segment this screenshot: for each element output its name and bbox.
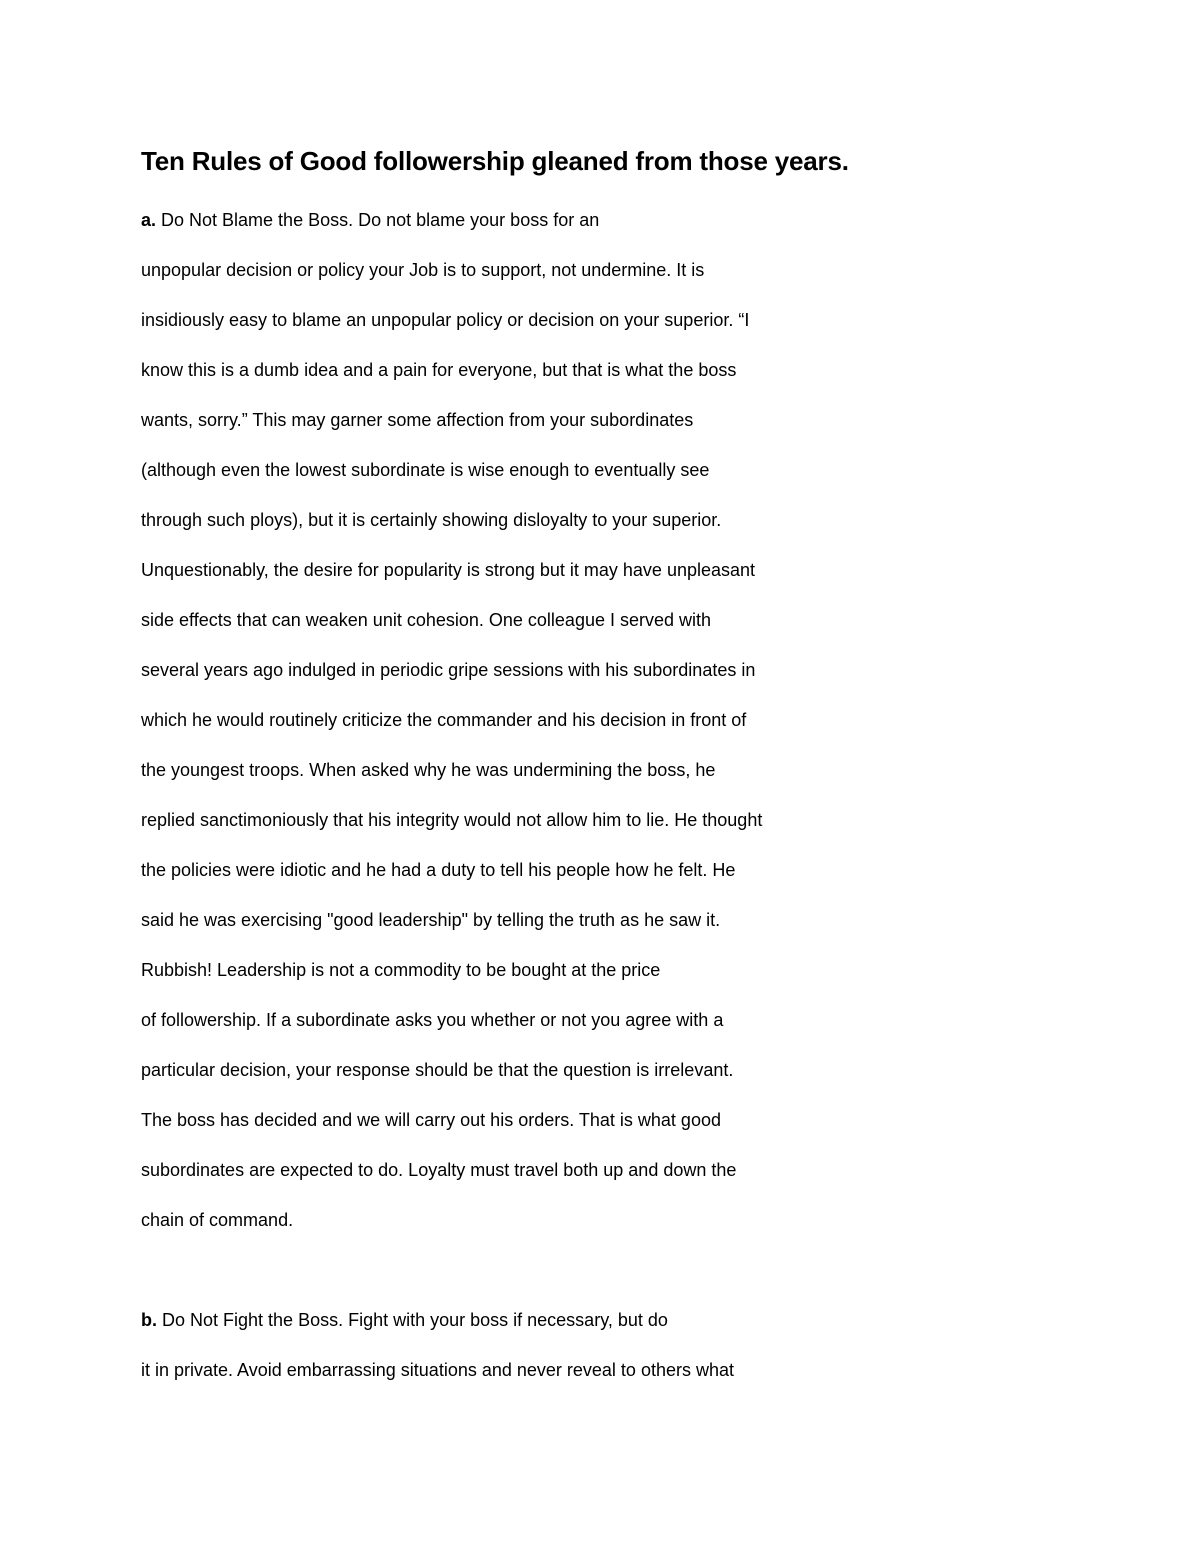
paragraph-line: which he would routinely criticize the commander and his decision in front of: [141, 710, 747, 730]
list-marker-a: a.: [141, 210, 157, 230]
paragraph-line: through such ploys), but it is certainly showing disloyalty to your superior.: [141, 510, 722, 530]
paragraph-line: it in private. Avoid embarrassing situations and never reveal to others what: [141, 1360, 734, 1380]
paragraph-line: The boss has decided and we will carry out his orders. That is what good: [141, 1110, 721, 1130]
paragraph-b: [141, 1305, 734, 1405]
paragraph-line: chain of command.: [141, 1210, 294, 1230]
line-text: Do Not Fight the Boss. Fight with your boss if necessary, but do: [157, 1310, 668, 1330]
paragraph-line: subordinates are expected to do. Loyalty must travel both up and down the: [141, 1160, 737, 1180]
paragraph-line: (although even the lowest subordinate is wise enough to eventually see: [141, 460, 710, 480]
paragraph-line: said he was exercising "good leadership" by telling the truth as he saw it.: [141, 910, 721, 930]
paragraph-line: wants, sorry.” This may garner some affection from your subordinates: [141, 410, 694, 430]
document-title: Ten Rules of Good followership gleaned from those years.: [141, 146, 849, 176]
list-marker-b: b.: [141, 1310, 157, 1330]
paragraph-line: several years ago indulged in periodic gripe sessions with his subordinates in: [141, 660, 756, 680]
paragraph-line: unpopular decision or policy your Job is to support, not undermine. It is: [141, 260, 705, 280]
paragraph-a: [141, 205, 762, 1255]
paragraph-line: insidiously easy to blame an unpopular policy or decision on your superior. “I: [141, 310, 750, 330]
paragraph-line: particular decision, your response should be that the question is irrelevant.: [141, 1060, 734, 1080]
paragraph-line: [141, 205, 762, 255]
paragraph-line: know this is a dumb idea and a pain for everyone, but that is what the boss: [141, 360, 737, 380]
paragraph-line: the policies were idiotic and he had a duty to tell his people how he felt. He: [141, 860, 736, 880]
paragraph-line: Unquestionably, the desire for popularity is strong but it may have unpleasant: [141, 560, 756, 580]
paragraph-line: Rubbish! Leadership is not a commodity to be bought at the price: [141, 960, 661, 980]
paragraph-line: side effects that can weaken unit cohesion. One colleague I served with: [141, 610, 712, 630]
paragraph-line: of followership. If a subordinate asks you whether or not you agree with a: [141, 1010, 724, 1030]
paragraph-line: replied sanctimoniously that his integrity would not allow him to lie. He thought: [141, 810, 763, 830]
paragraph-line: [141, 1305, 734, 1355]
paragraph-line: the youngest troops. When asked why he was undermining the boss, he: [141, 760, 716, 780]
line-text: Do Not Blame the Boss. Do not blame your boss for an: [156, 210, 600, 230]
